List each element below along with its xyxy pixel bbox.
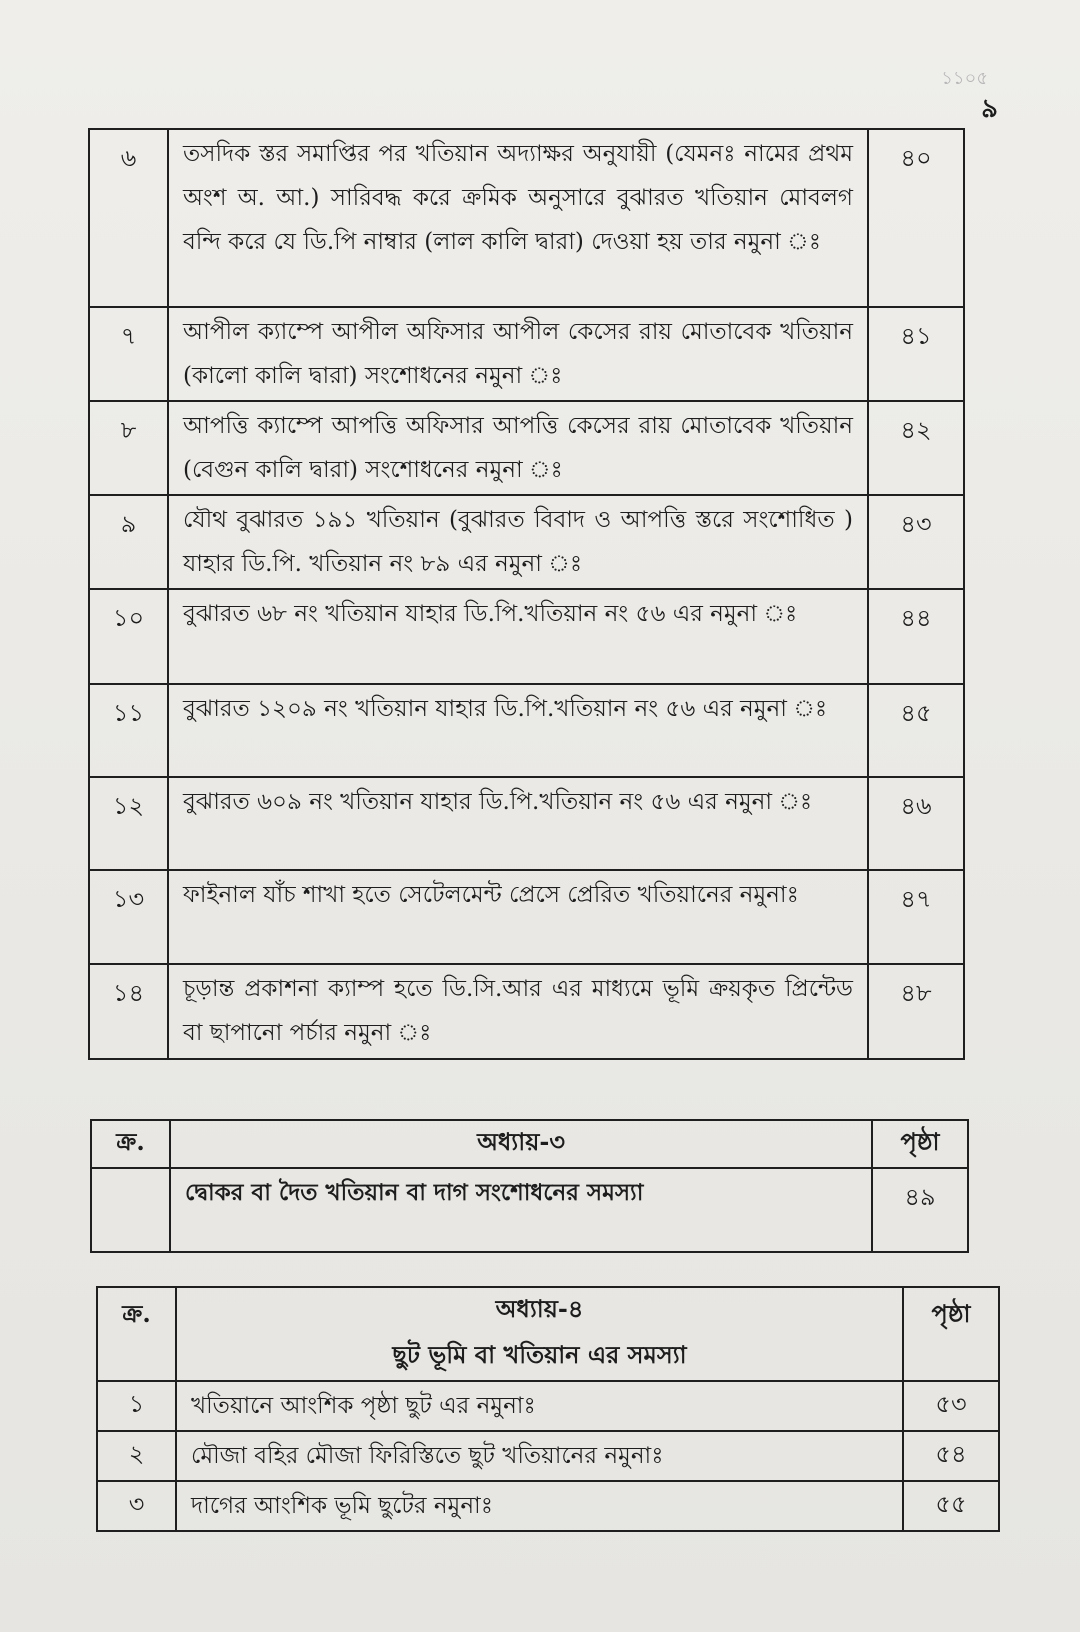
table-row <box>91 1168 968 1252</box>
page-reference: ৫৪ <box>903 1431 999 1481</box>
table-header-row <box>97 1334 999 1381</box>
table-row <box>89 129 964 307</box>
serial-number: ৭ <box>89 307 168 401</box>
corner-mark: ১১০৫ <box>941 68 988 89</box>
table-row <box>97 1481 999 1531</box>
serial-number: ৬ <box>89 129 168 307</box>
table-row <box>89 870 964 964</box>
row-description: মৌজা বহির মৌজা ফিরিস্তিতে ছুট খতিয়ানের নমুনাঃ <box>176 1431 903 1481</box>
page-reference: ৪৫ <box>868 684 964 777</box>
row-description: যৌথ বুঝারত ১৯১ খতিয়ান (বুঝারত বিবাদ ও আপত্তি স্তরে সংশোধিত ) যাহার ডি.পি. খতিয়ান নং ৮৯ এর নমুনা ঃ <box>168 495 868 589</box>
table-row <box>89 589 964 684</box>
page-reference: ৪৮ <box>868 964 964 1059</box>
row-description: ফাইনাল যাঁচ শাখা হতে সেটেলমেন্ট প্রেসে প্রেরিত খতিয়ানের নমুনাঃ <box>168 870 868 964</box>
serial-number: ১২ <box>89 777 168 870</box>
page-reference: ৫৫ <box>903 1481 999 1531</box>
table-row <box>89 964 964 1059</box>
row-description: বুঝারত ৬৮ নং খতিয়ান যাহার ডি.পি.খতিয়ান নং ৫৬ এর নমুনা ঃ <box>168 589 868 684</box>
table-header-row <box>91 1120 968 1168</box>
page-reference: ৪৭ <box>868 870 964 964</box>
table-row <box>89 777 964 870</box>
column-header-page: পৃষ্ঠা <box>872 1120 968 1168</box>
table-header-row <box>97 1287 999 1334</box>
page-reference: ৪১ <box>868 307 964 401</box>
row-description: দাগের আংশিক ভূমি ছুটের নমুনাঃ <box>176 1481 903 1531</box>
chapter-3-table <box>90 1119 969 1253</box>
column-header-serial: ক্র. <box>97 1287 176 1381</box>
row-description: বুঝারত ৬০৯ নং খতিয়ান যাহার ডি.পি.খতিয়ান নং ৫৬ এর নমুনা ঃ <box>168 777 868 870</box>
serial-number: ১১ <box>89 684 168 777</box>
table-row <box>89 495 964 589</box>
serial-number: ৯ <box>89 495 168 589</box>
serial-number: ১৪ <box>89 964 168 1059</box>
serial-number: ৮ <box>89 401 168 495</box>
samples-table <box>88 128 965 1060</box>
page-reference: ৪০ <box>868 129 964 307</box>
table-row <box>89 684 964 777</box>
serial-number <box>91 1168 170 1252</box>
chapter-heading: ছুট ভূমি বা খতিয়ান এর সমস্যা <box>176 1334 903 1381</box>
page-reference: ৪২ <box>868 401 964 495</box>
page-reference: ৪৩ <box>868 495 964 589</box>
row-description: চূড়ান্ত প্রকাশনা ক্যাম্প হতে ডি.সি.আর এর মাধ্যমে ভূমি ক্রয়কৃত প্রিন্টেড বা ছাপানো পর্চার নমুনা ঃ <box>168 964 868 1059</box>
serial-number: ১ <box>97 1381 176 1431</box>
table-row <box>97 1381 999 1431</box>
page-reference: ৫৩ <box>903 1381 999 1431</box>
page-reference: ৪৪ <box>868 589 964 684</box>
row-description: আপত্তি ক্যাম্পে আপত্তি অফিসার আপত্তি কেসের রায় মোতাবেক খতিয়ান (বেগুন কালি দ্বারা) সংশোধনের নমুনা ঃ <box>168 401 868 495</box>
page-reference: ৪৬ <box>868 777 964 870</box>
serial-number: ৩ <box>97 1481 176 1531</box>
serial-number: ১৩ <box>89 870 168 964</box>
chapter-4-table <box>96 1286 1000 1532</box>
serial-number: ২ <box>97 1431 176 1481</box>
column-header-serial: ক্র. <box>91 1120 170 1168</box>
row-description: খতিয়ানে আংশিক পৃষ্ঠা ছুট এর নমুনাঃ <box>176 1381 903 1431</box>
table-row <box>89 401 964 495</box>
row-description: তসদিক স্তর সমাপ্তির পর খতিয়ান অদ্যাক্ষর অনুযায়ী (যেমনঃ নামের প্রথম অংশ অ. আ.) সারিবদ্ধ করে ক্রমিক অনুসারে বুঝারত খতিয়ান মোবলগ বন্দি করে যে ডি.পি নাম্বার (লাল কালি দ্বারা) দেওয়া হয় তার নমুনা ঃ <box>168 129 868 307</box>
table-row <box>97 1431 999 1481</box>
page-reference: ৪৯ <box>872 1168 968 1252</box>
chapter-title: অধ্যায়-৩ <box>170 1120 872 1168</box>
chapter-heading: দ্বোকর বা দৈত খতিয়ান বা দাগ সংশোধনের সমস্যা <box>170 1168 872 1252</box>
serial-number: ১০ <box>89 589 168 684</box>
row-description: আপীল ক্যাম্পে আপীল অফিসার আপীল কেসের রায় মোতাবেক খতিয়ান (কালো কালি দ্বারা) সংশোধনের নমুনা ঃ <box>168 307 868 401</box>
column-header-page: পৃষ্ঠা <box>903 1287 999 1381</box>
page-number: ৯ <box>981 94 998 124</box>
row-description: বুঝারত ১২০৯ নং খতিয়ান যাহার ডি.পি.খতিয়ান নং ৫৬ এর নমুনা ঃ <box>168 684 868 777</box>
chapter-title: অধ্যায়-৪ <box>176 1287 903 1334</box>
table-row <box>89 307 964 401</box>
